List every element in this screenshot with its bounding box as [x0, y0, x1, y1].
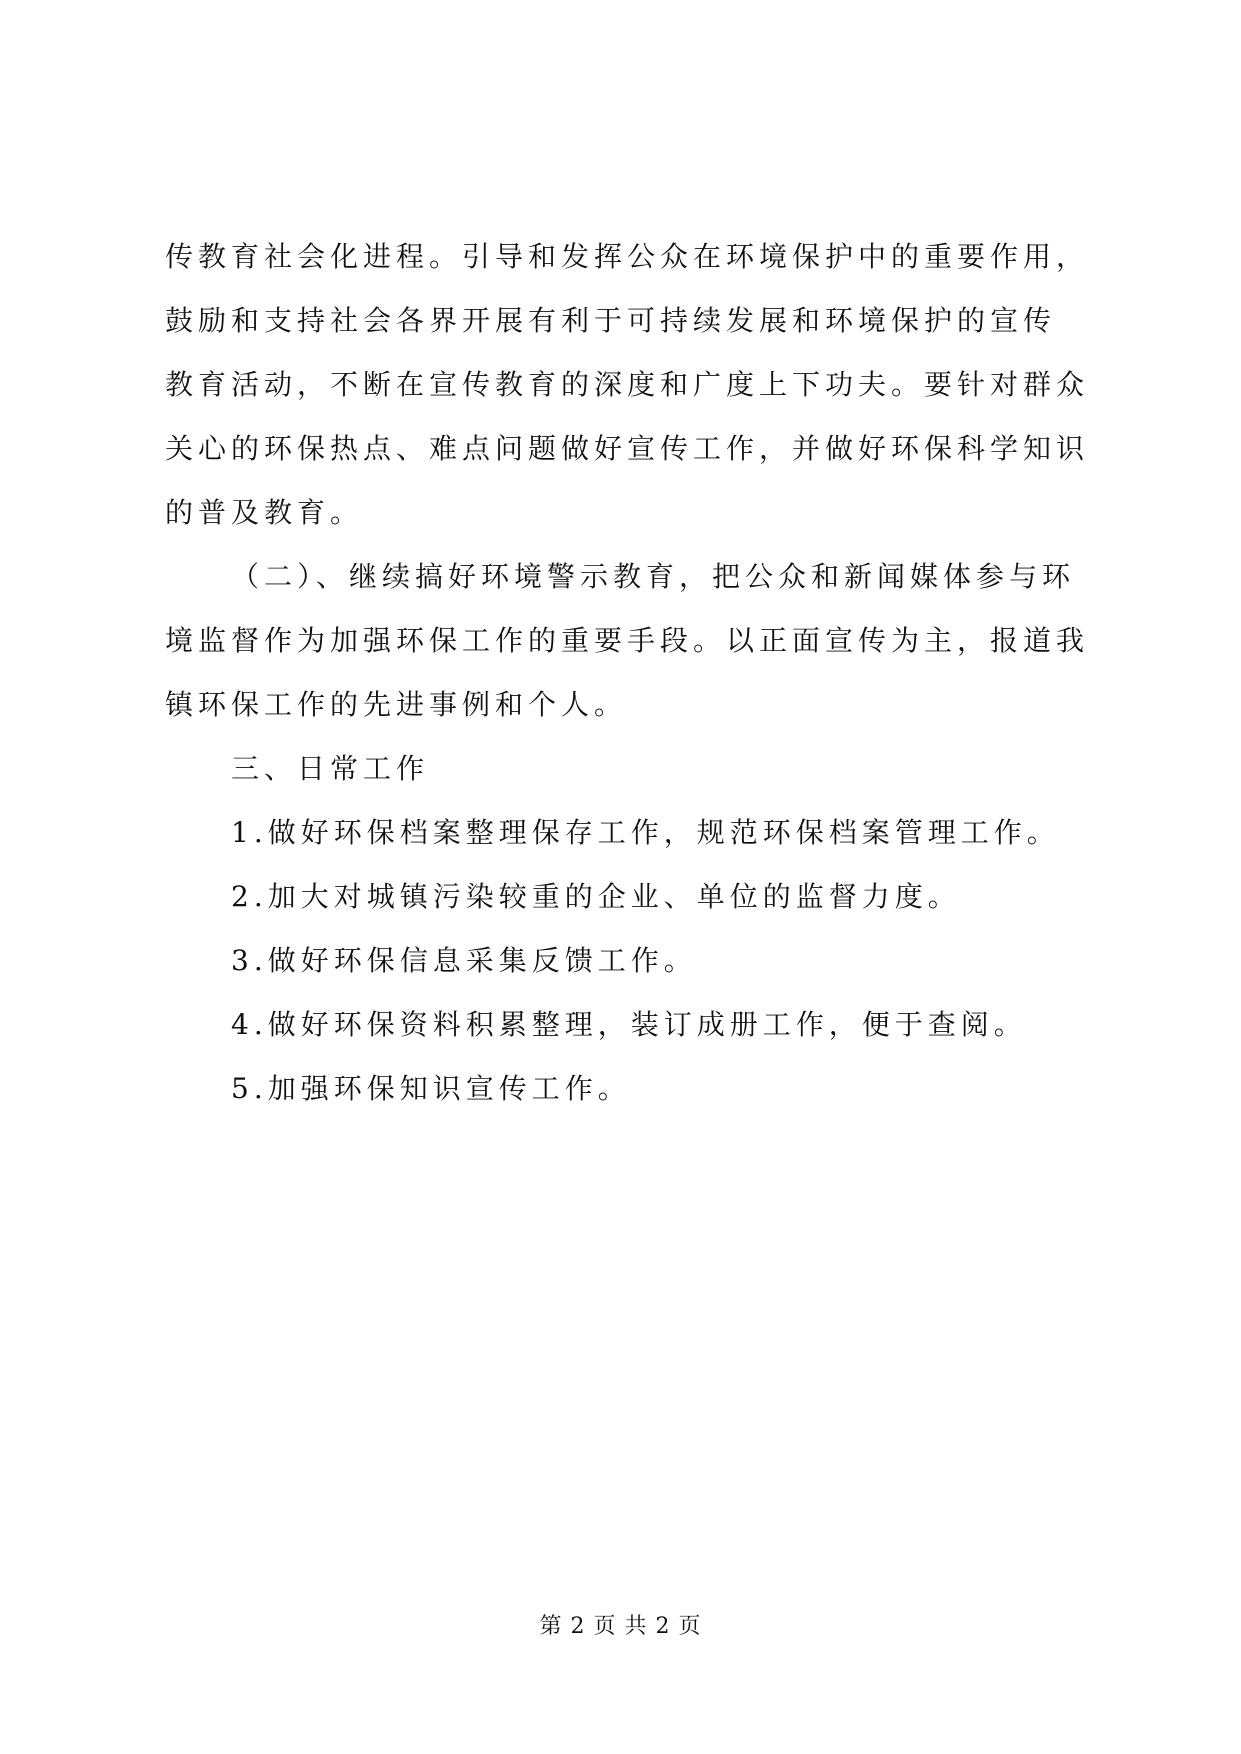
paragraph-line: 境监督作为加强环保工作的重要手段。以正面宣传为主，报道我: [165, 624, 1090, 657]
page-footer: [0, 1612, 1241, 1642]
list-item: 2.加大对城镇污染较重的企业、单位的监督力度。: [231, 880, 961, 913]
list-item: 4.做好环保资料积累整理，装订成册工作，便于查阅。: [231, 1008, 1027, 1041]
list-item: 5.加强环保知识宣传工作。: [231, 1072, 631, 1105]
paragraph-line: 传教育社会化进程。引导和发挥公众在环境保护中的重要作用，: [165, 240, 1090, 273]
section-heading-daily-work: [165, 737, 1085, 801]
paragraph-warning-education: [165, 545, 1090, 737]
paragraph-line: 关心的环保热点、难点问题做好宣传工作，并做好环保科学知识: [165, 432, 1090, 465]
section-heading: 三、日常工作: [231, 752, 430, 785]
paragraph-line: 镇环保工作的先进事例和个人。: [165, 688, 628, 721]
paragraph-publicity: [165, 225, 1090, 545]
document-body: [165, 225, 1090, 1121]
paragraph-line: （二）、继续搞好环境警示教育，把公众和新闻媒体参与环: [231, 560, 1076, 593]
page-number-label: 第 2 页 共 2 页: [539, 1614, 702, 1639]
daily-work-list: [165, 801, 1085, 1121]
paragraph-line: 鼓励和支持社会各界开展有利于可持续发展和环境保护的宣传: [165, 304, 1057, 337]
list-item: 1.做好环保档案整理保存工作，规范环保档案管理工作。: [231, 816, 1060, 849]
list-item: 3.做好环保信息采集反馈工作。: [231, 944, 697, 977]
paragraph-line: 的普及教育。: [165, 496, 364, 529]
paragraph-line: 教育活动，不断在宣传教育的深度和广度上下功夫。要针对群众: [165, 368, 1090, 401]
